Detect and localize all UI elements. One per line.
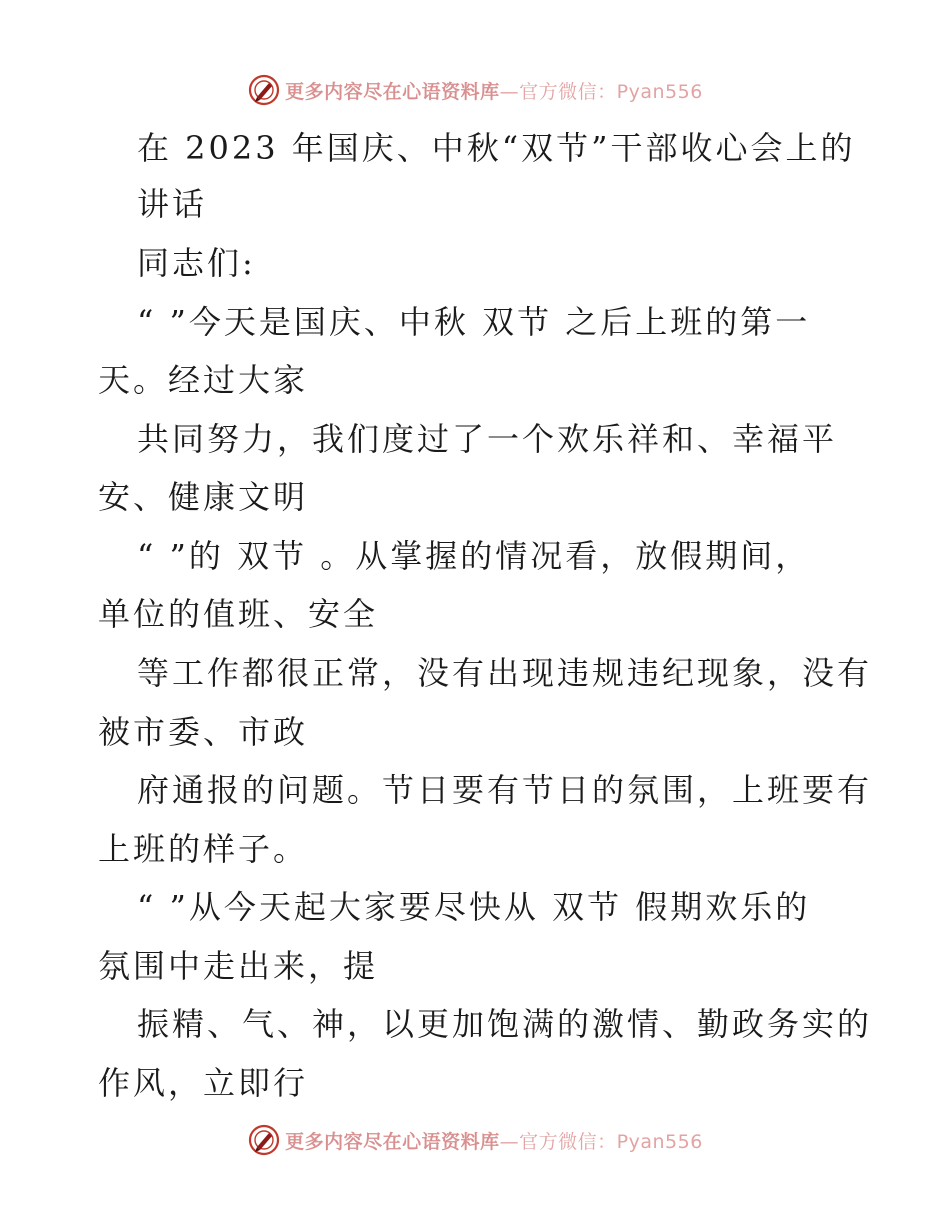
- text-line: “ ”的 双节 。从掌握的情况看，放假期间，: [137, 537, 811, 575]
- text-line: 单位的值班、安全: [98, 595, 379, 633]
- text-line: 等工作都很正常，没有出现违规违纪现象，没有: [137, 654, 873, 692]
- text-line: “ ”今天是国庆、中秋 双节 之后上班的第一: [137, 303, 811, 341]
- text-line: 安、健康文明: [98, 478, 309, 516]
- watermark-text: 更多内容尽在心语资料库—官方微信：Pyan556: [285, 1130, 703, 1153]
- text-line: 被市委、市政: [98, 713, 309, 751]
- footer-watermark: [0, 1120, 950, 1160]
- salutation: 同志们:: [137, 244, 256, 282]
- text-line: 府通报的问题。节日要有节日的氛围，上班要有: [137, 771, 873, 809]
- text-line: 天。经过大家: [98, 361, 309, 399]
- text-line: 振精、气、神，以更加饱满的激情、勤政务实的: [137, 1005, 873, 1043]
- text-line: 氛围中走出来，提: [98, 947, 379, 985]
- pen-logo-icon: [247, 73, 281, 107]
- text-line: “ ”从今天起大家要尽快从 双节 假期欢乐的: [137, 888, 811, 926]
- pen-logo-icon: [247, 1123, 281, 1157]
- text-line: 上班的样子。: [98, 830, 309, 868]
- title-line-1: 在 2023 年国庆、中秋“双节”干部收心会上的: [137, 129, 856, 167]
- text-line: 作风，立即行: [98, 1064, 309, 1102]
- text-line: 共同努力，我们度过了一个欢乐祥和、幸福平: [137, 420, 838, 458]
- watermark-text: 更多内容尽在心语资料库—官方微信：Pyan556: [285, 80, 703, 103]
- header-watermark: [0, 70, 950, 110]
- title-line-2: 讲话: [137, 185, 208, 223]
